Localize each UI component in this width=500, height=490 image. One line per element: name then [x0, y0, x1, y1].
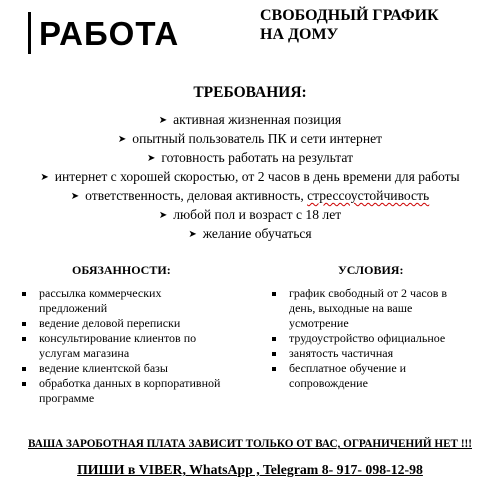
square-bullet-icon	[22, 367, 26, 371]
square-bullet-icon	[22, 382, 26, 386]
requirements-heading: ТРЕБОВАНИЯ:	[193, 84, 307, 101]
square-bullet-icon	[22, 292, 26, 296]
requirement-item: ➤ опытный пользователь ПК и сети интернет	[0, 130, 500, 149]
duty-item: консультирование клиентов по услугам магазина	[22, 331, 227, 361]
arrow-bullet-icon: ➤	[158, 210, 168, 221]
condition-item: трудоустройство официальное	[272, 331, 467, 346]
requirements-list	[0, 111, 500, 244]
title-block	[28, 12, 179, 54]
spellcheck-underlined-word: стрессоустойчивость	[307, 188, 430, 203]
duty-item: ведение клиентской базы	[22, 361, 227, 376]
arrow-bullet-icon: ➤	[40, 172, 49, 183]
duty-item: обработка данных в корпоративной программе	[22, 376, 227, 406]
requirement-item: ➤ любой пол и возраст с 18 лет	[0, 206, 500, 225]
square-bullet-icon	[272, 367, 276, 371]
arrow-bullet-icon: ➤	[117, 134, 127, 145]
arrow-bullet-icon: ➤	[158, 115, 168, 126]
square-bullet-icon	[22, 337, 26, 341]
square-bullet-icon	[272, 292, 276, 296]
page-title: РАБОТА	[39, 14, 180, 52]
arrow-bullet-icon: ➤	[146, 153, 156, 164]
requirement-item: ➤ активная жизненная позиция	[0, 111, 500, 130]
subtitle	[260, 6, 439, 44]
square-bullet-icon	[22, 322, 26, 326]
requirement-item: ➤ ответственность, деловая активность, стрессоустойчивость	[0, 187, 500, 206]
requirement-item: ➤ готовность работать на результат	[0, 149, 500, 168]
duties-heading: ОБЯЗАННОСТИ:	[72, 263, 171, 277]
arrow-bullet-icon: ➤	[70, 191, 80, 202]
duties-list	[22, 286, 227, 406]
requirement-item: ➤ желание обучаться	[0, 225, 500, 244]
arrow-bullet-icon: ➤	[188, 229, 197, 240]
salary-note: ВАША ЗАРОБОТНАЯ ПЛАТА ЗАВИСИТ ТОЛЬКО ОТ ВАС, ОГРАНИЧЕНИЙ НЕТ !!!	[27, 438, 472, 450]
subtitle-line-2: НА ДОМУ	[260, 26, 339, 43]
duty-item: ведение деловой переписки	[22, 316, 227, 331]
contact-line: ПИШИ в VIBER, WhatsApp , Telegram 8- 917- 098-12-98	[77, 462, 423, 477]
condition-item: бесплатное обучение и сопровождение	[272, 361, 467, 391]
subtitle-line-1: СВОБОДНЫЙ ГРАФИК	[260, 7, 439, 24]
condition-item: занятость частичная	[272, 346, 467, 361]
condition-item: график свободный от 2 часов в день, выходные на ваше усмотрение	[272, 286, 467, 331]
square-bullet-icon	[272, 352, 276, 356]
conditions-heading: УСЛОВИЯ:	[338, 263, 404, 277]
duty-item: рассылка коммерческих предложений	[22, 286, 227, 316]
conditions-list	[272, 286, 467, 391]
requirement-item: ➤ интернет с хорошей скоростью, от 2 часов в день времени для работы	[0, 168, 500, 187]
square-bullet-icon	[272, 337, 276, 341]
